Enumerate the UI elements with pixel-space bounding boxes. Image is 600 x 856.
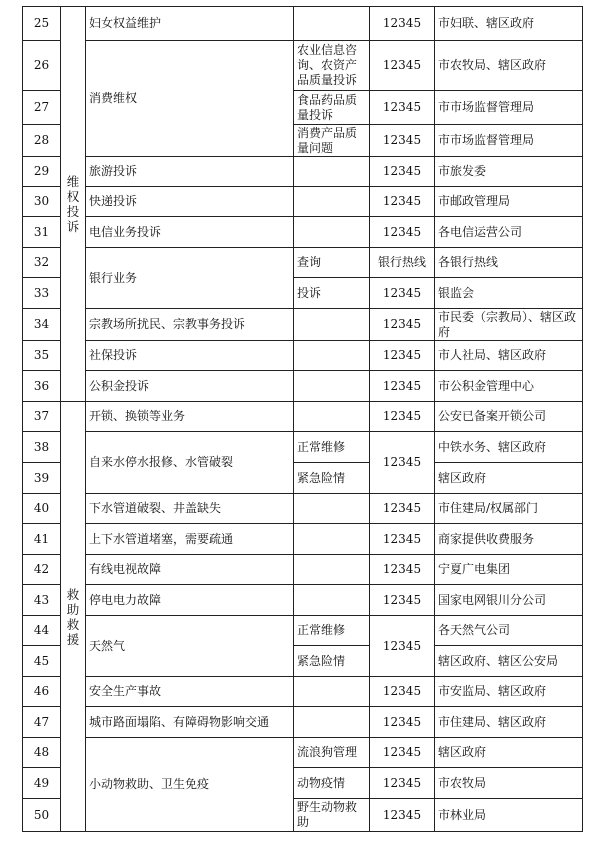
service-subcategory: 紧急险情 bbox=[294, 646, 370, 677]
service-item: 自来水停水报修、水管破裂 bbox=[86, 432, 294, 494]
hotline-number: 12345 bbox=[370, 677, 435, 707]
table-row bbox=[23, 157, 583, 187]
service-subcategory bbox=[294, 341, 370, 371]
hotline-number: 12345 bbox=[370, 707, 435, 738]
responsible-department: 市安监局、辖区政府 bbox=[435, 677, 583, 707]
service-item: 天然气 bbox=[86, 616, 294, 677]
row-number: 25 bbox=[23, 7, 61, 41]
table-row bbox=[23, 7, 583, 41]
row-number: 46 bbox=[23, 677, 61, 707]
hotline-number: 12345 bbox=[370, 432, 435, 494]
hotline-number: 12345 bbox=[370, 309, 435, 341]
service-subcategory: 流浪狗管理 bbox=[294, 738, 370, 768]
service-subcategory bbox=[294, 555, 370, 585]
hotline-number: 12345 bbox=[370, 524, 435, 555]
service-item: 开锁、换锁等业务 bbox=[86, 402, 294, 432]
service-item: 安全生产事故 bbox=[86, 677, 294, 707]
responsible-department: 市妇联、辖区政府 bbox=[435, 7, 583, 41]
row-number: 32 bbox=[23, 248, 61, 278]
service-subcategory bbox=[294, 7, 370, 41]
row-number: 44 bbox=[23, 616, 61, 646]
hotline-number: 12345 bbox=[370, 371, 435, 402]
service-item: 宗教场所扰民、宗教事务投诉 bbox=[86, 309, 294, 341]
responsible-department: 商家提供收费服务 bbox=[435, 524, 583, 555]
responsible-department: 市林业局 bbox=[435, 799, 583, 832]
service-item: 公积金投诉 bbox=[86, 371, 294, 402]
table-row bbox=[23, 524, 583, 555]
table-row bbox=[23, 707, 583, 738]
responsible-department: 市农牧局、辖区政府 bbox=[435, 41, 583, 91]
responsible-department: 市民委（宗教局）、辖区政府 bbox=[435, 309, 583, 341]
service-item: 有线电视故障 bbox=[86, 555, 294, 585]
row-number: 42 bbox=[23, 555, 61, 585]
row-number: 38 bbox=[23, 432, 61, 463]
service-item: 消费维权 bbox=[86, 41, 294, 157]
row-number: 31 bbox=[23, 217, 61, 248]
hotline-number: 12345 bbox=[370, 157, 435, 187]
category-label bbox=[61, 402, 86, 832]
table-row bbox=[23, 41, 583, 91]
row-number: 39 bbox=[23, 463, 61, 494]
table-row bbox=[23, 738, 583, 768]
row-number: 47 bbox=[23, 707, 61, 738]
responsible-department: 市住建局/权属部门 bbox=[435, 494, 583, 524]
service-subcategory bbox=[294, 157, 370, 187]
responsible-department: 辖区政府 bbox=[435, 463, 583, 494]
hotline-number: 12345 bbox=[370, 341, 435, 371]
service-subcategory bbox=[294, 494, 370, 524]
hotline-number: 12345 bbox=[370, 738, 435, 768]
row-number: 33 bbox=[23, 278, 61, 309]
table-row bbox=[23, 341, 583, 371]
hotline-number: 12345 bbox=[370, 7, 435, 41]
service-item: 银行业务 bbox=[86, 248, 294, 309]
row-number: 48 bbox=[23, 738, 61, 768]
service-subcategory bbox=[294, 371, 370, 402]
service-item: 旅游投诉 bbox=[86, 157, 294, 187]
row-number: 41 bbox=[23, 524, 61, 555]
service-subcategory bbox=[294, 524, 370, 555]
service-subcategory bbox=[294, 402, 370, 432]
service-subcategory: 投诉 bbox=[294, 278, 370, 309]
responsible-department: 市邮政管理局 bbox=[435, 187, 583, 217]
responsible-department: 各银行热线 bbox=[435, 248, 583, 278]
row-number: 29 bbox=[23, 157, 61, 187]
service-item: 下水管道破裂、井盖缺失 bbox=[86, 494, 294, 524]
responsible-department: 辖区政府、辖区公安局 bbox=[435, 646, 583, 677]
service-subcategory bbox=[294, 217, 370, 248]
table-row bbox=[23, 555, 583, 585]
hotline-number: 12345 bbox=[370, 616, 435, 677]
responsible-department: 各电信运营公司 bbox=[435, 217, 583, 248]
service-subcategory: 食品药品质量投诉 bbox=[294, 91, 370, 125]
responsible-department: 市住建局、辖区政府 bbox=[435, 707, 583, 738]
row-number: 43 bbox=[23, 585, 61, 616]
responsible-department: 市市场监督管理局 bbox=[435, 91, 583, 125]
service-item: 电信业务投诉 bbox=[86, 217, 294, 248]
responsible-department: 国家电网银川分公司 bbox=[435, 585, 583, 616]
table-row bbox=[23, 402, 583, 432]
service-subcategory: 农业信息咨询、农资产品质量投诉 bbox=[294, 41, 370, 91]
service-subcategory bbox=[294, 707, 370, 738]
service-subcategory: 动物疫情 bbox=[294, 768, 370, 799]
hotline-number: 银行热线 bbox=[370, 248, 435, 278]
hotline-number: 12345 bbox=[370, 217, 435, 248]
hotline-directory-table bbox=[22, 6, 583, 832]
service-item: 妇女权益维护 bbox=[86, 7, 294, 41]
row-number: 35 bbox=[23, 341, 61, 371]
row-number: 45 bbox=[23, 646, 61, 677]
table-row bbox=[23, 677, 583, 707]
category-text: 维权投诉 bbox=[66, 174, 80, 234]
service-subcategory: 正常维修 bbox=[294, 432, 370, 463]
hotline-number: 12345 bbox=[370, 768, 435, 799]
category-text: 救助救援 bbox=[66, 586, 80, 647]
hotline-number: 12345 bbox=[370, 585, 435, 616]
responsible-department: 公安已备案开锁公司 bbox=[435, 402, 583, 432]
service-item: 社保投诉 bbox=[86, 341, 294, 371]
service-subcategory: 查询 bbox=[294, 248, 370, 278]
responsible-department: 市人社局、辖区政府 bbox=[435, 341, 583, 371]
service-subcategory bbox=[294, 585, 370, 616]
responsible-department: 宁夏广电集团 bbox=[435, 555, 583, 585]
hotline-number: 12345 bbox=[370, 41, 435, 91]
service-item: 停电电力故障 bbox=[86, 585, 294, 616]
table-row bbox=[23, 585, 583, 616]
table-row bbox=[23, 248, 583, 278]
row-number: 28 bbox=[23, 125, 61, 157]
row-number: 27 bbox=[23, 91, 61, 125]
service-subcategory: 紧急险情 bbox=[294, 463, 370, 494]
responsible-department: 市市场监督管理局 bbox=[435, 125, 583, 157]
service-subcategory: 野生动物救助 bbox=[294, 799, 370, 832]
row-number: 34 bbox=[23, 309, 61, 341]
row-number: 37 bbox=[23, 402, 61, 432]
table-body bbox=[23, 7, 583, 832]
hotline-number: 12345 bbox=[370, 187, 435, 217]
service-item: 小动物救助、卫生免疫 bbox=[86, 738, 294, 832]
hotline-number: 12345 bbox=[370, 494, 435, 524]
hotline-number: 12345 bbox=[370, 555, 435, 585]
service-subcategory: 消费产品质量问题 bbox=[294, 125, 370, 157]
responsible-department: 中铁水务、辖区政府 bbox=[435, 432, 583, 463]
hotline-number: 12345 bbox=[370, 799, 435, 832]
responsible-department: 银监会 bbox=[435, 278, 583, 309]
row-number: 50 bbox=[23, 799, 61, 832]
service-subcategory bbox=[294, 677, 370, 707]
responsible-department: 市旅发委 bbox=[435, 157, 583, 187]
table-row bbox=[23, 432, 583, 463]
responsible-department: 辖区政府 bbox=[435, 738, 583, 768]
hotline-number: 12345 bbox=[370, 402, 435, 432]
service-item: 上下水管道堵塞，需要疏通 bbox=[86, 524, 294, 555]
hotline-number: 12345 bbox=[370, 278, 435, 309]
table-row bbox=[23, 217, 583, 248]
service-subcategory bbox=[294, 187, 370, 217]
service-subcategory bbox=[294, 309, 370, 341]
table-row bbox=[23, 187, 583, 217]
row-number: 30 bbox=[23, 187, 61, 217]
responsible-department: 市农牧局 bbox=[435, 768, 583, 799]
service-subcategory: 正常维修 bbox=[294, 616, 370, 646]
service-item: 城市路面塌陷、有障碍物影响交通 bbox=[86, 707, 294, 738]
table-row bbox=[23, 309, 583, 341]
table-row bbox=[23, 616, 583, 646]
category-label bbox=[61, 7, 86, 402]
row-number: 26 bbox=[23, 41, 61, 91]
table-row bbox=[23, 494, 583, 524]
hotline-number: 12345 bbox=[370, 91, 435, 125]
table-row bbox=[23, 371, 583, 402]
responsible-department: 市公积金管理中心 bbox=[435, 371, 583, 402]
row-number: 36 bbox=[23, 371, 61, 402]
responsible-department: 各天然气公司 bbox=[435, 616, 583, 646]
row-number: 49 bbox=[23, 768, 61, 799]
service-item: 快递投诉 bbox=[86, 187, 294, 217]
hotline-number: 12345 bbox=[370, 125, 435, 157]
row-number: 40 bbox=[23, 494, 61, 524]
